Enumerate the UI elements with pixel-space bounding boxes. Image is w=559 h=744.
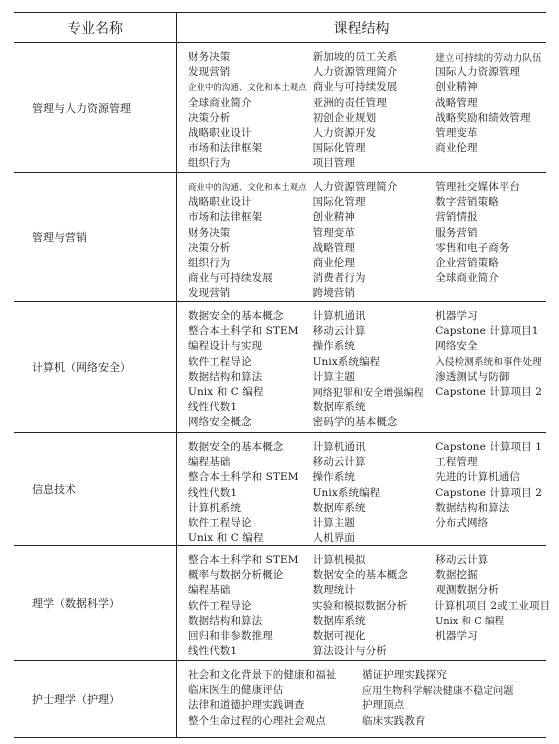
course-name: 网络安全 bbox=[435, 340, 478, 353]
course-line bbox=[188, 643, 544, 658]
course-name: 战略职业设计 bbox=[188, 127, 252, 140]
course-name: 数据安全的基本概念 bbox=[312, 569, 408, 582]
course-name: 计算机模拟 bbox=[312, 554, 366, 567]
course-name: 网络犯罪和安全增强编程 bbox=[312, 388, 424, 400]
course-name: 初创企业规划 bbox=[312, 111, 377, 124]
course-name: 工程管理 bbox=[435, 456, 478, 469]
course-name: 计算机通讯 bbox=[312, 310, 366, 323]
course-name: 营销情报 bbox=[435, 211, 478, 224]
course-name: 亚洲的责任管理 bbox=[312, 96, 387, 109]
course-name: 人力资源管理简介 bbox=[312, 66, 398, 79]
course-name: 管理变革 bbox=[312, 226, 355, 239]
major-name: 管理与人力资源管理 bbox=[32, 101, 131, 115]
course-name: 消费者行为 bbox=[312, 272, 366, 285]
course-name: 计算主题 bbox=[312, 517, 355, 530]
course-name: 软件工程导论 bbox=[188, 599, 252, 612]
course-name: 线性代数1 bbox=[188, 645, 238, 658]
course-name: 创业精神 bbox=[435, 81, 478, 94]
course-name: 战略奖励和绩效管理 bbox=[435, 111, 531, 124]
course-name: 数据库系统 bbox=[312, 401, 366, 414]
course-name: 发现营销 bbox=[188, 66, 231, 79]
course-name: 创业精神 bbox=[312, 211, 355, 224]
course-name: 零售和电子商务 bbox=[435, 241, 510, 254]
course-name: 分布式网络 bbox=[435, 517, 489, 530]
course-name: 数据安全的基本概念 bbox=[188, 310, 284, 323]
course-name: 移动云计算 bbox=[312, 456, 366, 469]
course-name: 财务决策 bbox=[188, 226, 231, 239]
course-name: 线性代数1 bbox=[188, 401, 238, 414]
course-name: 项目管理 bbox=[312, 157, 355, 170]
course-line bbox=[188, 110, 544, 125]
major-name: 管理与营销 bbox=[32, 231, 87, 244]
course-name: 社会和文化背景下的健康和福祉 bbox=[188, 669, 337, 682]
course-line bbox=[188, 338, 544, 353]
course-name: 管理变革 bbox=[435, 127, 478, 140]
course-name: Capstone 计算项目1 bbox=[435, 325, 539, 338]
course-name: 企业营销策略 bbox=[435, 257, 499, 270]
course-name: 机器学习 bbox=[435, 630, 478, 643]
course-name: 渗透测试与防御 bbox=[435, 370, 510, 383]
course-name: 护理顶点 bbox=[362, 699, 405, 712]
course-name: 整合本土科学和 STEM bbox=[188, 325, 299, 338]
curriculum-table bbox=[14, 12, 551, 738]
course-name: 服务营销 bbox=[435, 226, 478, 239]
course-name: Unix 和 C 编程 bbox=[188, 532, 264, 545]
course-name: 编程基础 bbox=[188, 456, 231, 469]
course-name: 实验和模拟数据分析 bbox=[311, 599, 408, 612]
course-line bbox=[188, 469, 544, 484]
table-row bbox=[14, 546, 551, 661]
course-line bbox=[188, 125, 544, 140]
major-name: 理学（数据科学） bbox=[32, 597, 120, 610]
course-name: 战略管理 bbox=[435, 96, 478, 109]
course-name: 编程设计与实现 bbox=[188, 340, 263, 353]
course-name: 市场和法律框架 bbox=[188, 211, 263, 224]
course-line bbox=[188, 270, 544, 285]
course-name: 商业中的沟通、文化和本土观点 bbox=[188, 181, 307, 192]
course-line bbox=[188, 628, 544, 643]
course-name: 国际化管理 bbox=[312, 142, 366, 155]
course-name: 临床医生的健康评估 bbox=[188, 684, 284, 697]
course-line bbox=[188, 323, 544, 338]
course-name: 编程基础 bbox=[188, 584, 231, 597]
course-name: 企业中的沟通、文化和本土观点 bbox=[188, 81, 307, 92]
course-name: 组织行为 bbox=[188, 157, 231, 170]
course-name: 商业与可持续发展 bbox=[188, 272, 273, 285]
course-line bbox=[188, 515, 544, 530]
course-name: 全球商业简介 bbox=[435, 272, 499, 285]
course-name: 数据结构和算法 bbox=[188, 370, 263, 383]
course-name: 新加坡的员工关系 bbox=[312, 51, 398, 64]
course-name: 全球商业简介 bbox=[188, 96, 252, 109]
course-name: 计算主题 bbox=[312, 370, 355, 383]
course-name: 数理统计 bbox=[312, 584, 355, 597]
course-name: 数据安全的基本概念 bbox=[188, 441, 284, 454]
course-name: 发现营销 bbox=[188, 287, 231, 300]
course-name: 国际化管理 bbox=[312, 196, 366, 209]
course-line bbox=[188, 613, 544, 628]
course-name: 国际人力资源管理 bbox=[435, 66, 521, 79]
course-name: 人力资源管理简介 bbox=[312, 181, 398, 194]
course-name: Capstone 计算项目 2 bbox=[435, 486, 542, 499]
course-line bbox=[188, 240, 544, 255]
course-name: 数据结构和算法 bbox=[188, 614, 263, 627]
course-name: 线性代数1 bbox=[188, 486, 238, 499]
course-list bbox=[188, 667, 544, 728]
major-name: 护士理学（护理） bbox=[32, 693, 120, 706]
course-name: 移动云计算 bbox=[435, 554, 489, 567]
course-line bbox=[188, 225, 544, 240]
table-row bbox=[14, 661, 546, 737]
table-header bbox=[14, 13, 546, 43]
course-name: 建立可持续的劳动力队伍 bbox=[435, 52, 542, 64]
course-name: 数据库系统 bbox=[312, 501, 366, 514]
course-name: 操作系统 bbox=[312, 340, 355, 353]
course-line bbox=[188, 399, 544, 414]
table-row bbox=[14, 302, 546, 433]
course-name: 整合本土科学和 STEM bbox=[188, 554, 299, 567]
course-name: 计算机系统 bbox=[188, 501, 241, 514]
course-name: 人力资源开发 bbox=[312, 127, 377, 140]
course-name: 网络安全概念 bbox=[188, 416, 252, 429]
course-name: Unix系统编程 bbox=[312, 486, 381, 499]
course-name: 跨境营销 bbox=[312, 287, 355, 300]
course-list bbox=[188, 439, 544, 545]
course-name: 商业伦理 bbox=[312, 257, 355, 270]
course-name: 战略管理 bbox=[312, 241, 355, 254]
course-name: 法律和道德护理实践调查 bbox=[188, 699, 305, 712]
course-name: 循证护理实践探究 bbox=[362, 669, 447, 682]
course-name: 数据挖掘 bbox=[435, 569, 478, 582]
course-line bbox=[188, 255, 544, 270]
course-list bbox=[188, 552, 551, 658]
course-list bbox=[188, 49, 544, 171]
course-line bbox=[188, 682, 544, 697]
course-name: Unix系统编程 bbox=[312, 355, 381, 368]
table-row bbox=[14, 433, 546, 546]
course-list bbox=[188, 308, 544, 430]
course-line bbox=[188, 485, 544, 500]
course-name: Unix 和 C 编程 bbox=[188, 386, 264, 399]
course-line bbox=[188, 567, 544, 582]
course-name: Unix 和 C 编程 bbox=[435, 616, 505, 628]
course-line bbox=[188, 285, 544, 300]
major-column-header: 专业名称 bbox=[67, 20, 123, 37]
course-name: 回归和非参数推理 bbox=[188, 630, 273, 643]
course-name: Capstone 计算项目 2 bbox=[435, 386, 542, 399]
course-line bbox=[188, 667, 544, 682]
major-name: 信息技术 bbox=[32, 483, 76, 496]
course-name: 应用生物科学解决健康不稳定问题 bbox=[362, 686, 514, 698]
course-name: 商业伦理 bbox=[435, 142, 478, 155]
course-line bbox=[188, 552, 544, 567]
major-name: 计算机（网络安全） bbox=[32, 361, 131, 374]
course-name: 数据库系统 bbox=[312, 614, 366, 627]
course-name: Capstone 计算项目 1 bbox=[435, 441, 542, 454]
course-line bbox=[188, 598, 551, 613]
course-line bbox=[188, 697, 544, 712]
course-name: 软件工程导论 bbox=[188, 517, 252, 530]
course-name: 市场和法律框架 bbox=[188, 142, 263, 155]
course-line bbox=[188, 140, 544, 155]
course-line bbox=[188, 439, 544, 454]
course-name: 先进的计算机通信 bbox=[435, 471, 521, 484]
course-line bbox=[188, 414, 544, 429]
course-line bbox=[188, 308, 544, 323]
course-name: 决策分析 bbox=[188, 111, 231, 124]
course-line bbox=[188, 582, 544, 597]
course-line bbox=[188, 79, 544, 94]
course-name: 商业与可持续发展 bbox=[312, 81, 398, 94]
course-column-header: 课程结构 bbox=[333, 20, 390, 37]
course-name: 整合本土科学和 STEM bbox=[188, 471, 299, 484]
course-line bbox=[188, 530, 544, 545]
course-line bbox=[188, 209, 544, 224]
course-name: 概率与数据分析概论 bbox=[188, 569, 284, 582]
course-line bbox=[188, 354, 544, 369]
course-line bbox=[188, 95, 544, 110]
table-row bbox=[14, 173, 546, 302]
course-line bbox=[188, 155, 544, 170]
course-name: 计算机项目 2或工业项目 bbox=[434, 599, 551, 612]
course-name: 数据结构和算法 bbox=[435, 501, 510, 514]
course-line bbox=[188, 179, 544, 194]
course-name: 机器学习 bbox=[435, 310, 478, 323]
course-name: 决策分析 bbox=[188, 241, 231, 254]
course-name: 密码学的基本概念 bbox=[312, 416, 398, 429]
course-name: 战略职业设计 bbox=[188, 196, 252, 209]
course-line bbox=[188, 454, 544, 469]
course-name: 算法设计与分析 bbox=[312, 645, 387, 658]
course-line bbox=[188, 369, 544, 384]
course-list bbox=[188, 179, 544, 301]
course-name: 数据可视化 bbox=[312, 630, 366, 643]
course-name: 观测数据分析 bbox=[435, 584, 499, 597]
course-name: 移动云计算 bbox=[312, 325, 366, 338]
course-name: 整个生命过程的心理社会观点 bbox=[188, 714, 326, 727]
course-name: 管理社交媒体平台 bbox=[435, 181, 521, 194]
course-line bbox=[188, 500, 544, 515]
course-name: 计算机通讯 bbox=[312, 441, 366, 454]
course-line bbox=[188, 713, 544, 728]
course-name: 人机界面 bbox=[312, 532, 355, 545]
course-line bbox=[188, 64, 544, 79]
course-name: 临床实践教育 bbox=[362, 714, 426, 727]
course-line bbox=[188, 384, 544, 399]
course-line bbox=[188, 194, 544, 209]
course-name: 组织行为 bbox=[188, 257, 231, 270]
course-name: 操作系统 bbox=[312, 471, 355, 484]
course-name: 入侵检测系统和事件处理 bbox=[435, 357, 542, 369]
table-row bbox=[14, 43, 546, 173]
course-name: 数字营销策略 bbox=[435, 196, 499, 209]
course-line bbox=[188, 49, 544, 64]
course-name: 软件工程导论 bbox=[188, 355, 252, 368]
course-name: 财务决策 bbox=[188, 51, 231, 64]
